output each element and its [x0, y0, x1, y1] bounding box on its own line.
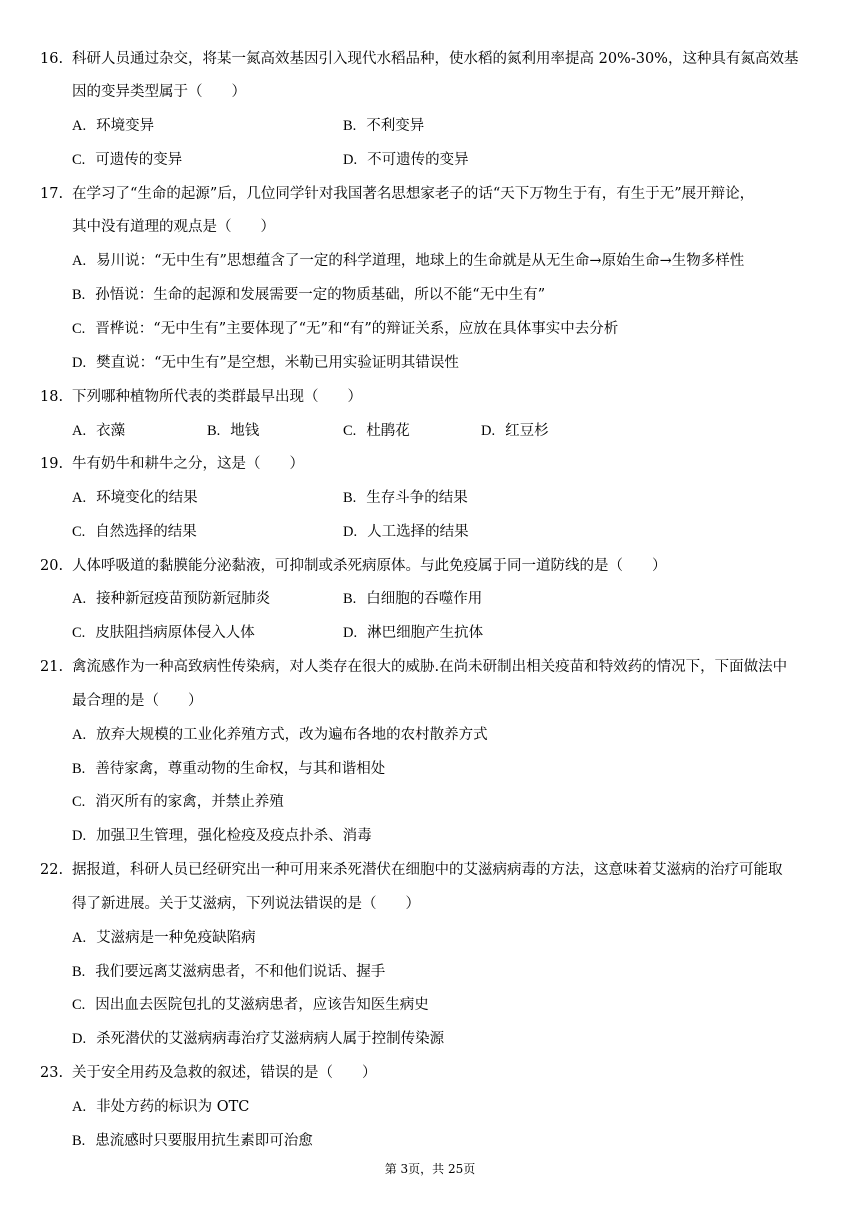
option-a[interactable]: A. 环境变异: [72, 118, 155, 134]
question-text: 科研人员通过杂交，将某一氮高效基因引入现代水稻品种，使水稻的氮利用率提高 20%-30%，这种具有氮高效基: [72, 51, 799, 67]
option-c[interactable]: C. 自然选择的结果: [72, 524, 197, 540]
question-17-option-a[interactable]: [0, 251, 860, 271]
option-d[interactable]: D. 加强卫生管理，强化检疫及疫点扑杀、消毒: [72, 828, 372, 844]
question-18-stem: [0, 387, 860, 407]
question-number: 19.: [40, 456, 64, 472]
option-c[interactable]: C. 皮肤阻挡病原体侵入人体: [72, 625, 255, 641]
question-number: 22.: [40, 862, 64, 878]
option-d[interactable]: D. 红豆杉: [481, 423, 549, 439]
question-text: 据报道，科研人员已经研究出一种可用来杀死潜伏在细胞中的艾滋病病毒的方法，这意味着艾滋病的治疗可能取: [72, 862, 783, 878]
question-number: 18.: [40, 389, 64, 405]
page-footer: 第 3页，共 25页: [384, 1162, 476, 1176]
question-text: 最合理的是（ ）: [72, 693, 203, 709]
question-20-options-row-1: [0, 589, 860, 609]
question-19-options-row-2: [0, 522, 860, 542]
question-19-stem: [0, 454, 860, 474]
question-text: 得了新进展。关于艾滋病，下列说法错误的是（ ）: [72, 896, 420, 912]
question-22-stem-line-1: [0, 860, 860, 880]
question-16-stem-line-2: [0, 82, 860, 102]
option-b[interactable]: B. 生存斗争的结果: [343, 490, 468, 506]
option-a[interactable]: A. 接种新冠疫苗预防新冠肺炎: [72, 591, 271, 607]
question-22-option-b[interactable]: [0, 962, 860, 982]
question-17-option-d[interactable]: [0, 353, 860, 373]
option-a[interactable]: A. 易川说：“无中生有”思想蕴含了一定的科学道理，地球上的生命就是从无生命→原始生命→生物多样性: [72, 253, 745, 269]
question-22-stem-line-2: [0, 894, 860, 914]
question-text: 禽流感作为一种高致病性传染病，对人类存在很大的威胁.在尚未研制出相关疫苗和特效药的情况下，下面做法中: [72, 659, 788, 675]
question-21-stem-line-2: [0, 691, 860, 711]
question-text: 下列哪种植物所代表的类群最早出现（ ）: [72, 389, 362, 405]
option-a[interactable]: A. 环境变化的结果: [72, 490, 198, 506]
option-c[interactable]: C. 晋桦说：“无中生有”主要体现了“无”和“有”的辩证关系，应放在具体事实中去分析: [72, 321, 619, 337]
option-b[interactable]: B. 不利变异: [343, 118, 425, 134]
option-b[interactable]: B. 我们要远离艾滋病患者，不和他们说话、握手: [72, 964, 386, 980]
question-17-stem-line-1: [0, 184, 860, 204]
question-23-option-b[interactable]: [0, 1131, 860, 1151]
question-22-option-d[interactable]: [0, 1029, 860, 1049]
option-a[interactable]: A. 放弃大规模的工业化养殖方式，改为遍布各地的农村散养方式: [72, 727, 488, 743]
question-text: 牛有奶牛和耕牛之分，这是（ ）: [72, 456, 304, 472]
question-text: 关于安全用药及急救的叙述，错误的是（ ）: [72, 1065, 377, 1081]
question-23-stem: [0, 1063, 860, 1083]
question-text: 在学习了“生命的起源”后，几位同学针对我国著名思想家老子的话“天下万物生于有，有生于无”展开辩论，: [72, 186, 755, 202]
option-c[interactable]: C. 因出血去医院包扎的艾滋病患者，应该告知医生病史: [72, 997, 429, 1013]
option-c[interactable]: C. 消灭所有的家禽，并禁止养殖: [72, 794, 284, 810]
question-21-option-a[interactable]: [0, 725, 860, 745]
option-a[interactable]: A. 非处方药的标识为 OTC: [72, 1099, 250, 1115]
question-text: 因的变异类型属于（ ）: [72, 84, 246, 100]
question-number: 23.: [40, 1065, 64, 1081]
question-18-options: [0, 421, 860, 441]
question-22-option-c[interactable]: [0, 995, 860, 1015]
question-22-option-a[interactable]: [0, 928, 860, 948]
option-d[interactable]: D. 不可遗传的变异: [343, 152, 469, 168]
question-16-options-row-2: [0, 150, 860, 170]
option-a[interactable]: A. 艾滋病是一种免疫缺陷病: [72, 930, 256, 946]
question-20-stem: [0, 556, 860, 576]
question-16-options-row-1: [0, 116, 860, 136]
option-d[interactable]: D. 樊直说：“无中生有”是空想，米勒已用实验证明其错误性: [72, 355, 459, 371]
question-text: 其中没有道理的观点是（ ）: [72, 219, 275, 235]
question-text: 人体呼吸道的黏膜能分泌黏液，可抑制或杀死病原体。与此免疫属于同一道防线的是（ ）: [72, 558, 667, 574]
option-d[interactable]: D. 杀死潜伏的艾滋病病毒治疗艾滋病病人属于控制传染源: [72, 1031, 445, 1047]
question-21-option-b[interactable]: [0, 759, 860, 779]
option-b[interactable]: B. 孙悟说：生命的起源和发展需要一定的物质基础，所以不能“无中生有”: [72, 287, 546, 303]
option-d[interactable]: D. 人工选择的结果: [343, 524, 469, 540]
question-21-option-d[interactable]: [0, 826, 860, 846]
option-a[interactable]: A. 衣藻: [72, 423, 126, 439]
option-c[interactable]: C. 可遗传的变异: [72, 152, 183, 168]
question-17-option-c[interactable]: [0, 319, 860, 339]
question-19-options-row-1: [0, 488, 860, 508]
question-20-options-row-2: [0, 623, 860, 643]
option-d[interactable]: D. 淋巴细胞产生抗体: [343, 625, 484, 641]
question-number: 21.: [40, 659, 64, 675]
question-number: 16.: [40, 51, 64, 67]
option-b[interactable]: B. 白细胞的吞噬作用: [343, 591, 483, 607]
question-23-option-a[interactable]: [0, 1097, 860, 1117]
question-17-stem-line-2: [0, 217, 860, 237]
question-16-stem-line-1: [0, 49, 860, 69]
option-c[interactable]: C. 杜鹃花: [343, 423, 410, 439]
option-b[interactable]: B. 善待家禽，尊重动物的生命权，与其和谐相处: [72, 761, 386, 777]
option-b[interactable]: B. 患流感时只要服用抗生素即可治愈: [72, 1133, 313, 1149]
question-17-option-b[interactable]: [0, 285, 860, 305]
question-number: 17.: [40, 186, 64, 202]
question-21-option-c[interactable]: [0, 792, 860, 812]
question-21-stem-line-1: [0, 657, 860, 677]
question-number: 20.: [40, 558, 64, 574]
option-b[interactable]: B. 地钱: [207, 423, 260, 439]
